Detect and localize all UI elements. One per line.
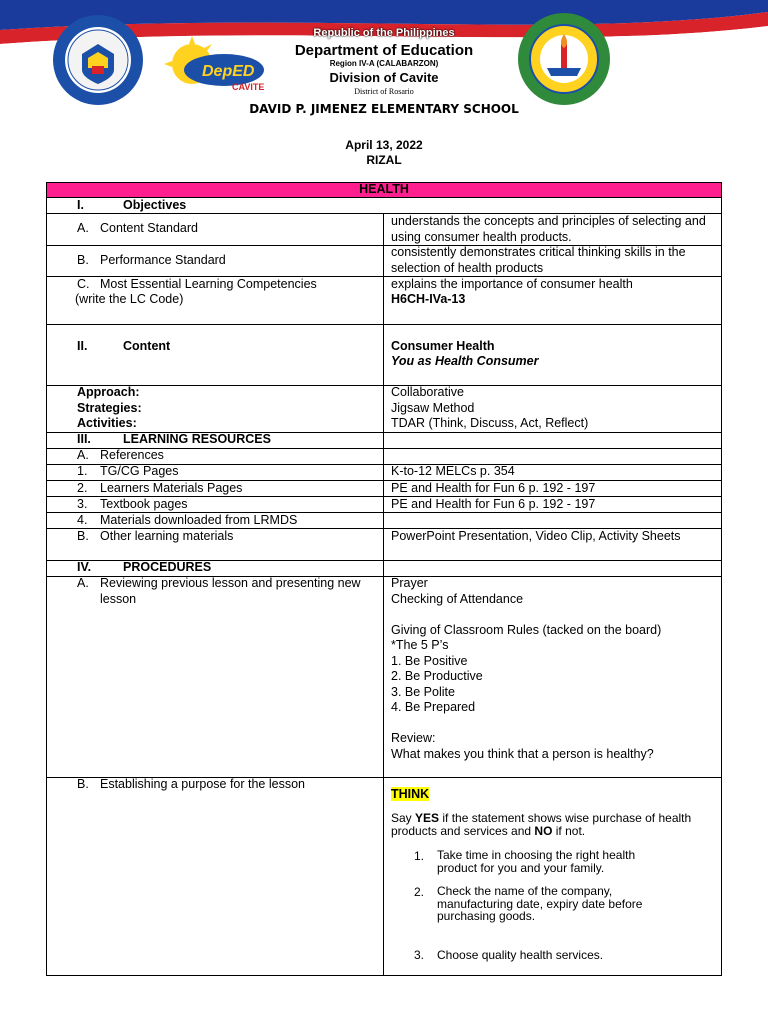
instruction-post: if not. [552,823,586,838]
proc-a-line: *The 5 P’s [391,638,449,652]
lm-value: PE and Health for Fun 6 p. 192 - 197 [391,481,596,495]
references-label: References [100,448,164,462]
lesson-date: April 13, 2022 [345,138,423,152]
proc-a-line: 1. Be Positive [391,653,468,668]
activities-label: Activities: [77,416,137,430]
proc-a-line: Review: [391,731,436,745]
item-1-text: Take time in choosing the right health product for you and your family. [437,848,636,875]
melc-label: Most Essential Learning Competencies [100,277,317,291]
proc-b-label: Establishing a purpose for the lesson [100,777,305,791]
proc-a-line: 4. Be Prepared [391,700,476,714]
proc-b-num: B. [77,777,89,791]
proc-a-label: Reviewing previous lesson and presenting new lesson [100,576,361,606]
instruction-yes: YES [415,811,440,825]
svg-text:DepED: DepED [202,63,255,80]
performance-standard-label: Performance Standard [100,253,226,267]
procedures-num: IV. [77,560,92,574]
item-3-text: Choose quality health services. [437,948,604,962]
lrmds-label: Materials downloaded from LRMDS [100,513,298,527]
item-2-text: Check the name of the company, manufacturing date, expiry date before purchasing goods. [437,884,643,923]
melc-label-2: (write the LC Code) [75,292,184,306]
other-value: PowerPoint Presentation, Video Clip, Activity Sheets [391,529,681,543]
republic-text: Republic of the Philippines [313,27,455,39]
proc-a-line [391,716,716,732]
resources-num: III. [77,432,91,446]
school-name: DAVID P. JIMENEZ ELEMENTARY SCHOOL [249,102,519,116]
proc-a-num: A. [77,576,89,590]
think-highlight: THINK [391,787,430,801]
instruction-text [391,812,716,837]
item-1-num: 1. [414,849,425,863]
proc-a-line: Checking of Attendance [391,591,524,606]
strategies-value: Jigsaw Method [391,401,475,415]
lrmds-num: 4. [77,513,88,527]
section-name: RIZAL [366,153,402,167]
region-text: Region IV-A (CALABARZON) [329,59,439,68]
instruction-mid: if the statement shows wise purchase of health products and services and [391,811,692,838]
other-label: Other learning materials [100,529,234,543]
proc-a-line: Prayer [391,576,428,590]
lm-num: 2. [77,481,88,495]
subject-title: HEALTH [359,182,409,196]
objectives-heading: Objectives [123,198,187,212]
approach-label: Approach: [77,385,140,399]
procedures-heading: PROCEDURES [123,560,212,574]
district-text: District of Rosario [354,87,414,96]
other-num: B. [77,529,89,543]
tg-value: K-to-12 MELCs p. 354 [391,464,515,478]
melc-num: C. [77,277,90,291]
content-standard-label: Content Standard [100,221,198,235]
tb-num: 3. [77,497,88,511]
tg-num: 1. [77,464,88,478]
proc-a-line: What makes you think that a person is healthy? [391,746,654,761]
strategies-label: Strategies: [77,401,142,415]
item-2-num: 2. [414,885,425,899]
proc-a-lines [391,576,716,762]
content-standard-num: A. [77,221,89,235]
tg-label: TG/CG Pages [100,464,179,478]
performance-standard-num: B. [77,253,89,267]
performance-standard-text: consistently demonstrates critical thinking skills in the selection of health products [391,245,686,275]
item-3-num: 3. [414,948,425,962]
content-heading: Content [123,339,171,353]
tb-value: PE and Health for Fun 6 p. 192 - 197 [391,497,596,511]
lm-label: Learners Materials Pages [100,481,243,495]
instruction-pre: Say [391,811,416,825]
melc-code: H6CH-IVa-13 [391,292,466,306]
approach-value: Collaborative [391,385,464,399]
think-label [391,787,429,803]
references-num: A. [77,448,89,462]
tb-label: Textbook pages [100,497,188,511]
instruction-no: NO [534,823,553,838]
proc-a-line: 2. Be Productive [391,669,483,683]
activities-value: TDAR (Think, Discuss, Act, Reflect) [391,416,589,430]
content-topic: Consumer Health [391,339,495,353]
content-num: II. [77,339,88,353]
content-standard-text: understands the concepts and principles of selecting and using consumer health products. [391,214,706,244]
proc-a-line: Giving of Classroom Rules (tacked on the board) [391,622,662,637]
proc-a-line [391,607,716,623]
content-subtopic: You as Health Consumer [391,354,539,368]
svg-text:CAVITE: CAVITE [232,82,265,92]
division-text: Division of Cavite [329,70,439,85]
proc-a-line: 3. Be Polite [391,684,455,699]
lesson-plan-table [46,182,722,976]
department-title: Department of Education [294,42,474,59]
objectives-num: I. [77,198,84,212]
melc-text: explains the importance of consumer health [391,277,633,291]
resources-heading: LEARNING RESOURCES [123,432,271,446]
